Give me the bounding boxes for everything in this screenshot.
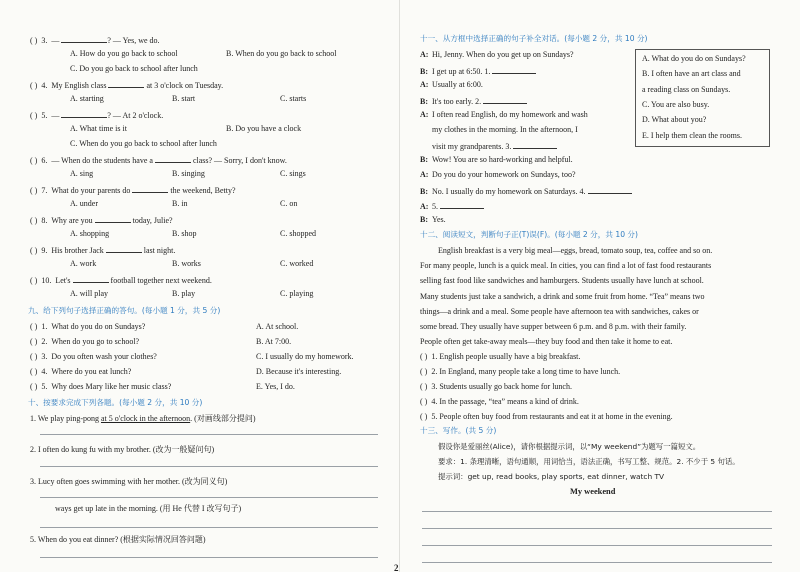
option-b: B. play [172, 289, 196, 298]
option-a: A. What time is it [70, 124, 127, 133]
passage-line: English breakfast is a very big meal—eggs, bread, tomato soup, tea, coffee and so on. [438, 246, 713, 255]
passage-line: For many people, lunch is a quick meal. In cities, you can find a lot of fast food restaurants [420, 261, 712, 271]
dialogue-line [420, 200, 484, 212]
question-number: 3. [41, 36, 48, 45]
writing-requirements: 要求：1. 条理清晰，语句通顺，用词恰当，语法正确，书写工整、规范。2. 不少于 5 句话。 [438, 457, 740, 466]
option-row [70, 124, 127, 134]
item-question: What do you do on Sundays? [51, 322, 146, 331]
question-9 [30, 244, 175, 256]
dialogue-text: Hi, Jenny. When do you get up on Sundays? [432, 50, 574, 59]
option-c: C. starts [280, 94, 307, 103]
question-stem: today, Julie? [130, 216, 173, 225]
option-a: A. under [70, 199, 98, 208]
passage-line: some bread. They usually have supper between 6 p.m. and 8 p.m. with their family. [420, 322, 687, 331]
passage-line: things—a drink and a meal. Some people have afternoon tea with sandwiches, cakes or [420, 306, 699, 316]
option-box [635, 49, 770, 147]
dialogue-text: Usually at 6:00. [432, 80, 483, 89]
dialogue-text: I get up at 6:50. 1. [432, 67, 493, 76]
answer-option: B. At 7:00. [256, 337, 292, 346]
dialogue-line [420, 110, 588, 120]
question-number: 9. [41, 246, 48, 255]
item-number: 2. [41, 337, 48, 346]
dialogue-line [420, 65, 536, 77]
dialogue-text: No. I usually do my homework on Saturdays. 4. [432, 187, 588, 196]
option-c: C. Do you go back to school after lunch [70, 64, 198, 73]
tf-statement: 4. In the passage, “tea” means a kind of drink. [431, 397, 579, 406]
answer-line[interactable] [40, 434, 378, 435]
answer-option: C. I usually do my homework. [256, 352, 354, 361]
answer-option: E. Yes, I do. [256, 382, 295, 391]
page-number: 2 [394, 563, 399, 573]
item-number: 4. [41, 367, 48, 376]
question-stem: at 3 o'clock on Tuesday. [144, 81, 224, 90]
writing-line[interactable] [422, 528, 772, 529]
rewrite-question-1: 1. We play ping-pong at 5 o'clock in the afternoon. (对画线部分提问) [30, 414, 256, 423]
dialogue-line [420, 140, 557, 152]
option-a: A. sing [70, 169, 94, 178]
answer-option: A. At school. [256, 322, 299, 331]
tf-statement: 1. English people usually have a big breakfast. [431, 352, 581, 361]
answer-paren[interactable]: ( ) [420, 352, 428, 361]
item-number: 5. [41, 382, 48, 391]
dialogue-line [420, 185, 632, 197]
dialogue-line [420, 155, 573, 165]
answer-paren[interactable]: ( ) [30, 36, 38, 45]
answer-line[interactable] [40, 527, 378, 528]
passage-line: Many students just take a sandwich, a drink and some fruit from home. “Tea” means two [420, 291, 705, 301]
question-stem: the weekend, Betty? [168, 186, 236, 195]
dialogue-line [420, 215, 446, 225]
center-divider [399, 0, 400, 572]
underlined-phrase: at 5 o'clock in the afternoon [100, 414, 191, 423]
dialogue-line [420, 125, 578, 135]
fill-blank[interactable] [73, 274, 109, 283]
passage-line: selling fast food like sandwiches and hamburgers. Students usually have lunch at school. [420, 276, 704, 286]
speaker: B: [420, 97, 428, 106]
answer-paren[interactable]: ( ) [30, 322, 38, 331]
box-option: C. You are also busy. [642, 99, 710, 109]
dialogue-line [420, 80, 483, 90]
option-a: A. work [70, 259, 97, 268]
item-question: Why does Mary like her music class? [51, 382, 172, 391]
answer-paren[interactable]: ( ) [30, 337, 38, 346]
answer-line[interactable] [40, 497, 378, 498]
answer-paren[interactable]: ( ) [30, 276, 38, 285]
section-13-title: 十三、写作。(共 5 分) [420, 426, 497, 435]
rewrite-question-3: 3. Lucy often goes swimming with her mother. (改为同义句) [30, 477, 228, 486]
item-number: 3. [41, 352, 48, 361]
option-b: B. Do you have a clock [226, 124, 302, 133]
dialogue-line [420, 170, 576, 180]
fill-blank[interactable] [513, 140, 557, 149]
option-b: B. When do you go back to school [226, 49, 337, 58]
answer-paren[interactable]: ( ) [420, 382, 428, 391]
question-number: 5. [41, 111, 48, 120]
option-b: B. in [172, 199, 188, 208]
question-number: 8. [41, 216, 48, 225]
rewrite-question-2: 2. I often do kung fu with my brother. (改为一般疑问句) [30, 445, 215, 454]
option-c: C. shopped [280, 229, 316, 238]
question-stem: — [51, 111, 62, 120]
tf-item [420, 367, 620, 377]
answer-paren[interactable]: ( ) [420, 367, 428, 376]
answer-line[interactable] [40, 466, 378, 467]
matching-item [30, 382, 171, 392]
answer-paren[interactable]: ( ) [420, 412, 428, 421]
question-5 [30, 109, 163, 121]
dialogue-text: I often read English, do my homework and wash [432, 110, 588, 119]
fill-blank[interactable] [492, 65, 536, 74]
section-11-title: 十一、从方框中选择正确的句子补全对话。(每小题 2 分，共 10 分) [420, 34, 648, 43]
dialogue-text: Do you do your homework on Sundays, too? [432, 170, 576, 179]
question-stem: football together next weekend. [108, 276, 212, 285]
question-stem: His brother Jack [51, 246, 106, 255]
question-6 [30, 154, 287, 166]
answer-paren[interactable]: ( ) [30, 352, 38, 361]
section-12-title: 十二、阅读短文，判断句子正(T)误(F)。(每小题 2 分，共 10 分) [420, 230, 638, 239]
option-row [70, 49, 178, 59]
fill-blank[interactable] [588, 185, 632, 194]
option-c: C. When do you go back to school after lunch [70, 139, 217, 148]
dialogue-line [420, 95, 527, 107]
question-stem: ? — At 2 o'clock. [107, 111, 164, 120]
question-number: 4. [41, 81, 48, 90]
answer-paren[interactable]: ( ) [30, 367, 38, 376]
matching-item [30, 367, 131, 377]
dialogue-line [420, 50, 574, 60]
speaker: B: [420, 67, 428, 76]
answer-line[interactable] [40, 557, 378, 558]
speaker: A: [420, 202, 429, 211]
question-stem: — [51, 36, 62, 45]
answer-paren[interactable]: ( ) [420, 397, 428, 406]
option-b: B. singing [172, 169, 205, 178]
writing-line[interactable] [422, 562, 772, 563]
dialogue-text: Yes. [432, 215, 446, 224]
option-a: A. will play [70, 289, 108, 298]
matching-item [30, 352, 157, 362]
option-a: A. shopping [70, 229, 110, 238]
fill-blank[interactable] [106, 244, 142, 253]
dialogue-text: It's too early. 2. [432, 97, 484, 106]
tf-statement: 2. In England, many people take a long time to have lunch. [431, 367, 621, 376]
box-option: D. What about you? [642, 115, 707, 125]
passage-line: People often get take-away meals—they buy food and then take it home to eat. [420, 337, 673, 347]
speaker: B: [420, 215, 428, 224]
question-stem: class? — Sorry, I don't know. [190, 156, 287, 165]
answer-paren[interactable]: ( ) [30, 81, 38, 90]
dialogue-text: visit my grandparents. 3. [432, 142, 514, 151]
box-option: E. I help them clean the rooms. [642, 130, 742, 140]
dialogue-text: Wow! You are so hard-working and helpful. [432, 155, 573, 164]
rewrite-question-5: 5. When do you eat dinner? (根据实际情况回答问题) [30, 535, 206, 544]
fill-blank[interactable] [61, 34, 107, 43]
answer-paren[interactable]: ( ) [30, 382, 38, 391]
section-9-title: 九、给下列句子选择正确的答句。(每小题 1 分，共 5 分) [28, 306, 221, 315]
question-stem: ? — Yes, we do. [107, 36, 160, 45]
speaker: A: [420, 110, 429, 119]
fill-blank[interactable] [155, 154, 191, 163]
speaker: A: [420, 170, 429, 179]
question-7 [30, 184, 236, 196]
option-b: B. start [172, 94, 196, 103]
matching-item [30, 322, 145, 332]
option-c: C. playing [280, 289, 314, 298]
item-question: Do you often wash your clothes? [51, 352, 157, 361]
question-stem: My English class [51, 81, 109, 90]
question-10 [30, 274, 212, 286]
fill-blank[interactable] [483, 95, 527, 104]
answer-paren[interactable]: ( ) [30, 246, 38, 255]
answer-paren[interactable]: ( ) [30, 186, 38, 195]
answer-paren[interactable]: ( ) [30, 216, 38, 225]
question-4 [30, 79, 223, 91]
writing-line[interactable] [422, 545, 772, 546]
question-stem: Let's [55, 276, 73, 285]
box-option: A. What do you do on Sundays? [642, 54, 746, 63]
writing-prompt: 假设你是爱丽丝(Alice)，请你根据提示词，以“My weekend”为题写一篇短文。 [438, 442, 701, 451]
question-number: 6. [41, 156, 48, 165]
fill-blank[interactable] [132, 184, 168, 193]
matching-item [30, 337, 139, 347]
option-c: C. on [280, 199, 298, 208]
essay-title: My weekend [570, 487, 616, 496]
question-number: 7. [41, 186, 48, 195]
question-3 [30, 34, 160, 46]
question-stem: What do your parents do [51, 186, 133, 195]
item-number: 1. [41, 322, 48, 331]
dialogue-text: my clothes in the morning. In the afternoon, I [432, 125, 578, 134]
speaker: A: [420, 50, 429, 59]
answer-paren[interactable]: ( ) [30, 156, 38, 165]
answer-option: D. Because it's interesting. [256, 367, 342, 376]
fill-blank[interactable] [440, 200, 484, 209]
answer-paren[interactable]: ( ) [30, 111, 38, 120]
question-8 [30, 214, 173, 226]
fill-blank[interactable] [108, 79, 144, 88]
option-c: C. sings [280, 169, 306, 178]
writing-line[interactable] [422, 511, 772, 512]
option-a: A. How do you go back to school [70, 49, 178, 58]
tf-item [420, 397, 579, 407]
question-number: 10. [41, 276, 52, 285]
fill-blank[interactable] [95, 214, 131, 223]
question-stem: last night. [141, 246, 176, 255]
box-option: B. I often have an art class and [642, 69, 741, 79]
tf-item [420, 352, 580, 362]
dialogue-text: 5. [432, 202, 440, 211]
tf-item [420, 412, 673, 422]
question-stem: — When do the students have a [51, 156, 155, 165]
tf-statement: 5. People often buy food from restaurants and eat it at home in the evening. [431, 412, 673, 421]
option-a: A. starting [70, 94, 104, 103]
item-question: When do you go to school? [51, 337, 140, 346]
rewrite-question-4: ways get up late in the morning. (用 He 代替 I 改写句子) [55, 504, 242, 513]
item-question: Where do you eat lunch? [51, 367, 132, 376]
option-b: B. works [172, 259, 201, 268]
box-option: a reading class on Sundays. [642, 84, 731, 94]
tf-item [420, 382, 572, 392]
speaker: B: [420, 187, 428, 196]
speaker: B: [420, 155, 428, 164]
option-c: C. worked [280, 259, 314, 268]
section-10-title: 十、按要求完成下列各题。(每小题 2 分，共 10 分) [28, 398, 203, 407]
question-stem: Why are you [51, 216, 95, 225]
tf-statement: 3. Students usually go back home for lunch. [431, 382, 572, 391]
speaker: A: [420, 80, 429, 89]
option-b: B. shop [172, 229, 197, 238]
fill-blank[interactable] [61, 109, 107, 118]
writing-hint-words: 提示词：get up, read books, play sports, eat dinner, watch TV [438, 472, 665, 481]
